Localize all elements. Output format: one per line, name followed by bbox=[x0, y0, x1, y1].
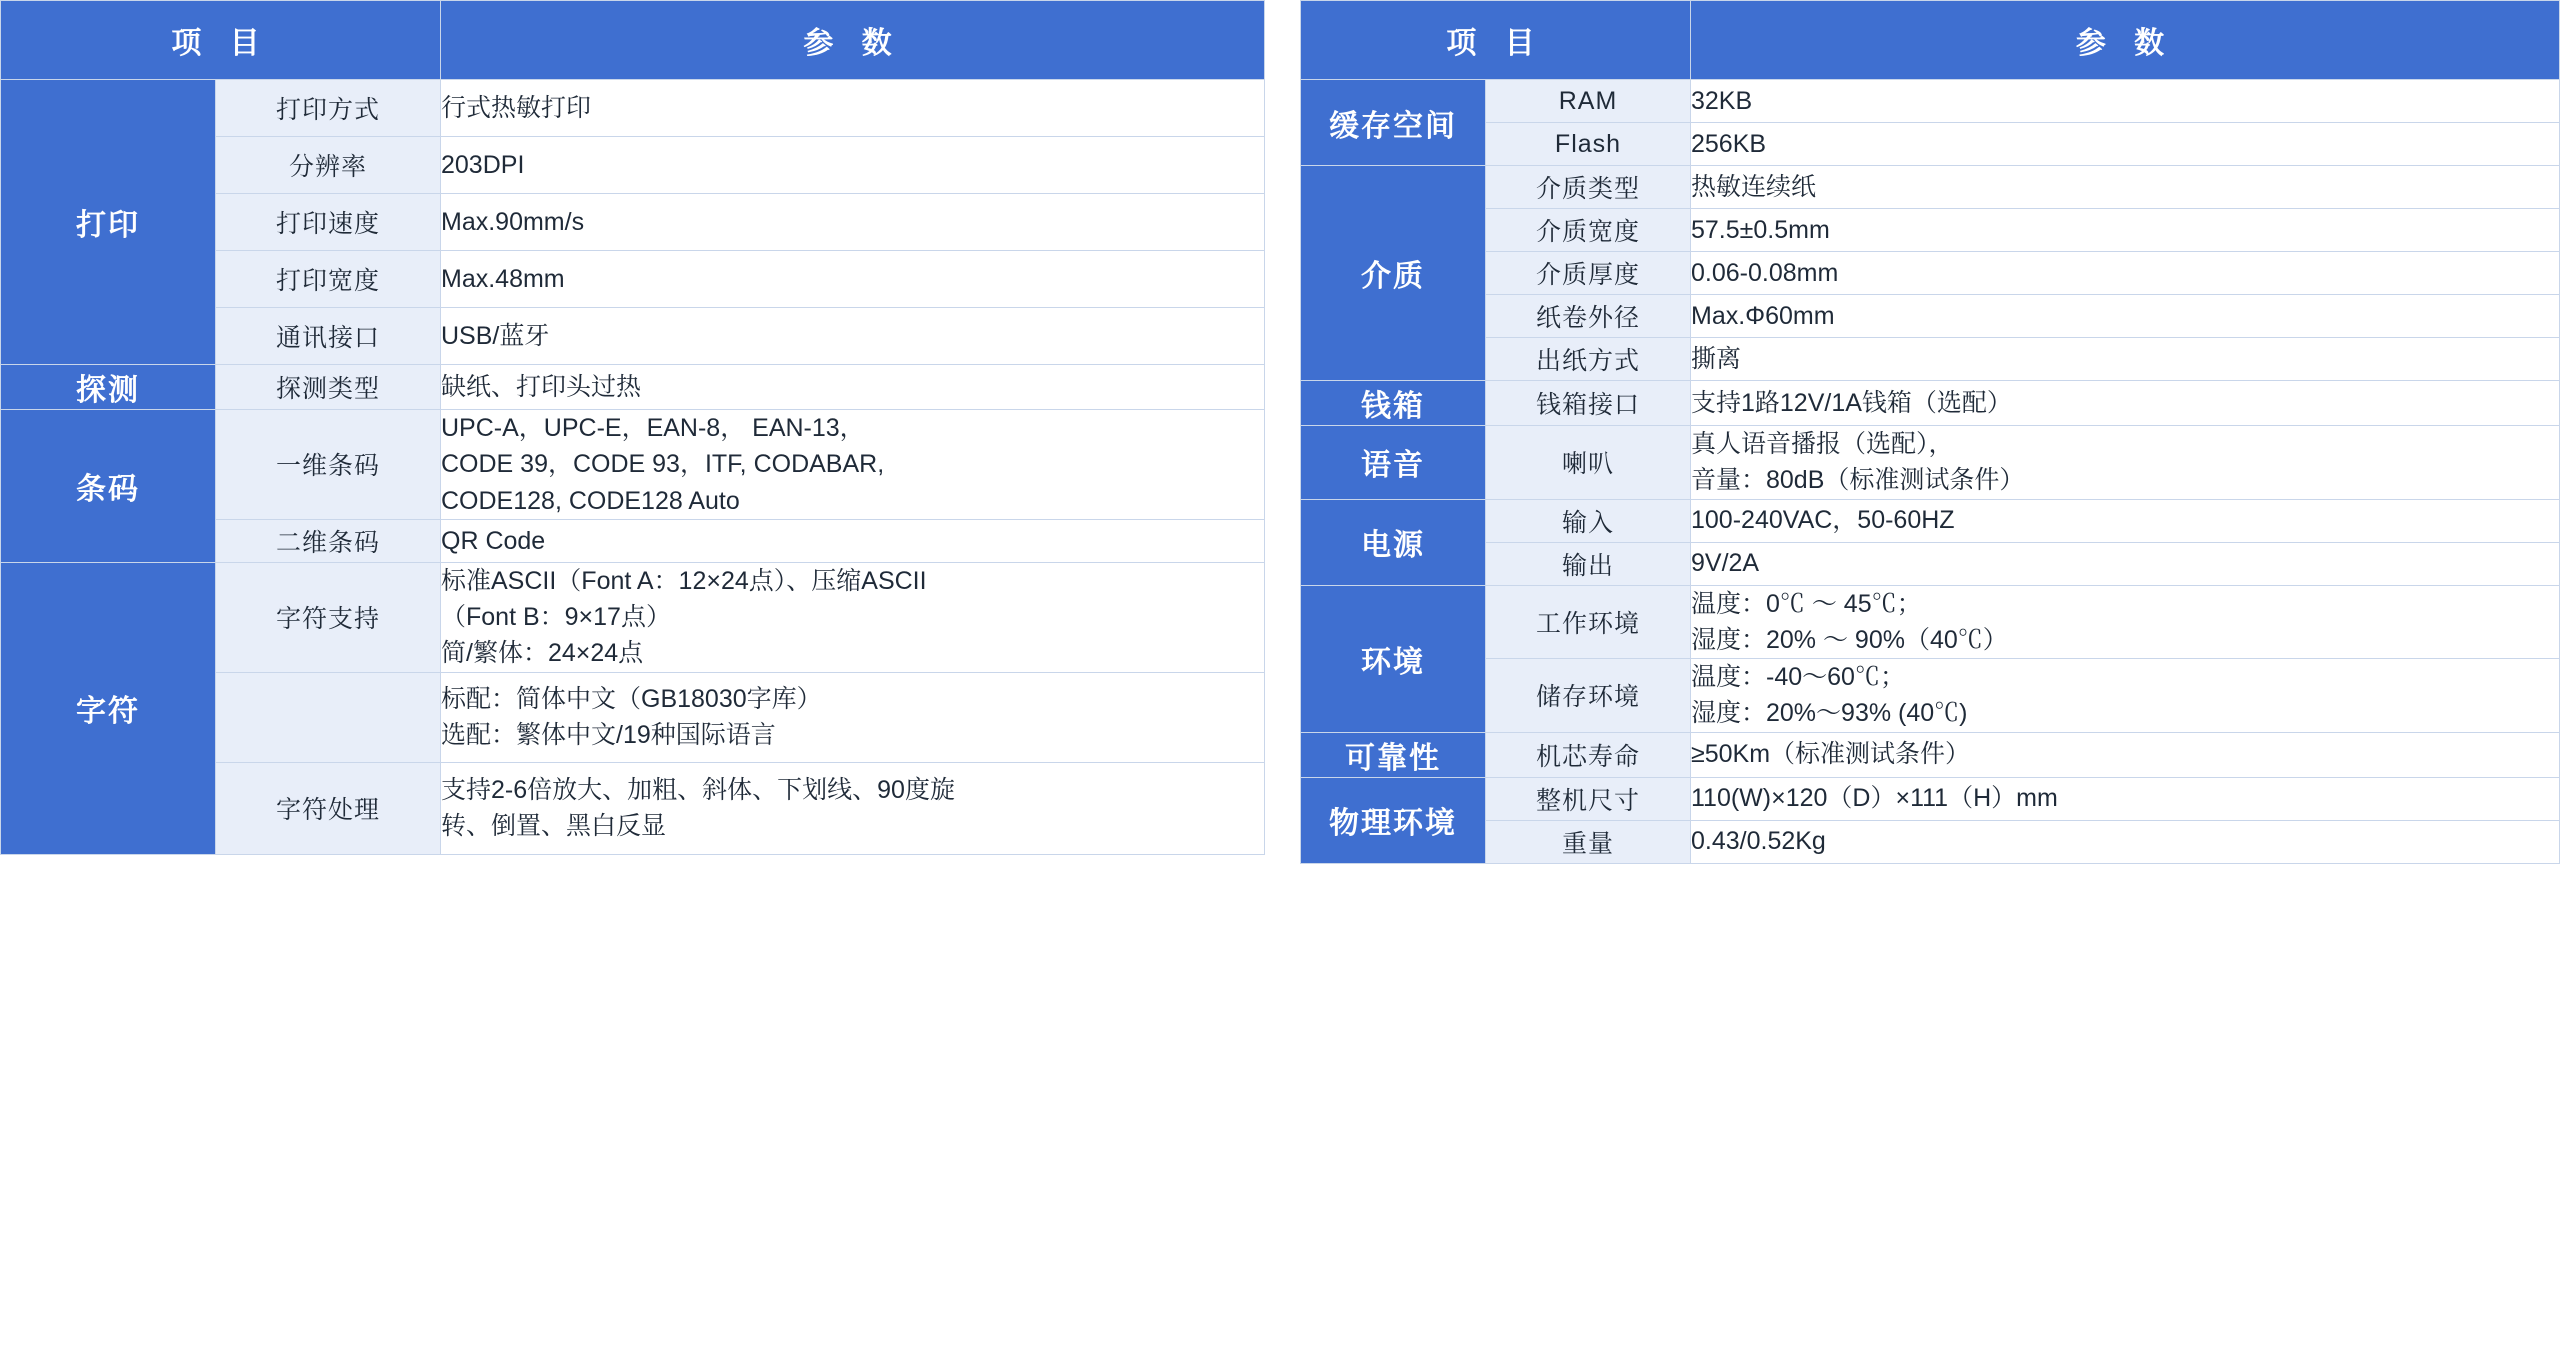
category-cell: 介质 bbox=[1301, 166, 1486, 381]
table-row bbox=[1301, 123, 2560, 166]
subitem-cell: 打印方式 bbox=[216, 80, 441, 137]
value-line: 9V/2A bbox=[1691, 549, 1760, 578]
value-line: 256KB bbox=[1691, 129, 1767, 158]
value-cell bbox=[1691, 777, 2560, 820]
subitem-cell: 储存环境 bbox=[1486, 659, 1691, 733]
value-cell bbox=[1691, 80, 2560, 123]
left-spec-table bbox=[0, 0, 1265, 855]
subitem-cell: 介质厚度 bbox=[1486, 252, 1691, 295]
value-cell bbox=[1691, 166, 2560, 209]
subitem-cell: 字符支持 bbox=[216, 562, 441, 672]
table-row bbox=[1301, 80, 2560, 123]
subitem-cell: 介质宽度 bbox=[1486, 209, 1691, 252]
table-row bbox=[1301, 732, 2560, 777]
subitem-cell: 二维条码 bbox=[216, 519, 441, 562]
value-line: 0.43/0.52Kg bbox=[1691, 827, 1826, 856]
right-header-param: 参 数 bbox=[1691, 1, 2560, 80]
value-cell bbox=[1691, 732, 2560, 777]
value-cell bbox=[441, 365, 1265, 410]
right-spec-table bbox=[1300, 0, 2560, 864]
table-row bbox=[1301, 777, 2560, 820]
right-spec-panel bbox=[1300, 0, 2560, 864]
table-row bbox=[1301, 209, 2560, 252]
right-header-item: 项 目 bbox=[1301, 1, 1691, 80]
subitem-cell: 字符处理 bbox=[216, 762, 441, 854]
value-cell bbox=[1691, 499, 2560, 542]
table-row bbox=[1, 365, 1265, 410]
subitem-cell: 工作环境 bbox=[1486, 585, 1691, 659]
value-line: 热敏连续纸 bbox=[1691, 172, 1817, 201]
subitem-cell: 输入 bbox=[1486, 499, 1691, 542]
value-cell bbox=[441, 562, 1265, 672]
subitem-cell: 打印速度 bbox=[216, 194, 441, 251]
value-cell bbox=[1691, 252, 2560, 295]
table-row bbox=[1301, 820, 2560, 863]
value-line: Max.90mm/s bbox=[441, 207, 585, 236]
value-cell bbox=[441, 519, 1265, 562]
value-line: 57.5±0.5mm bbox=[1691, 215, 1830, 244]
subitem-cell: 纸卷外径 bbox=[1486, 295, 1691, 338]
category-cell: 语音 bbox=[1301, 426, 1486, 500]
table-row bbox=[1, 562, 1265, 672]
value-line: ≥50Km（标准测试条件） bbox=[1691, 740, 1971, 769]
value-line: CODE128, CODE128 Auto bbox=[441, 486, 740, 515]
value-cell bbox=[1691, 820, 2560, 863]
value-line: 32KB bbox=[1691, 86, 1753, 115]
value-line: CODE 39，CODE 93，ITF, CODABAR, bbox=[441, 450, 885, 479]
table-row bbox=[1, 410, 1265, 520]
subitem-cell: 探测类型 bbox=[216, 365, 441, 410]
subitem-cell: 通讯接口 bbox=[216, 308, 441, 365]
value-cell bbox=[441, 194, 1265, 251]
value-cell bbox=[441, 137, 1265, 194]
value-cell bbox=[441, 251, 1265, 308]
value-line: USB/蓝牙 bbox=[441, 321, 550, 350]
category-cell: 打印 bbox=[1, 80, 216, 365]
subitem-cell: 整机尺寸 bbox=[1486, 777, 1691, 820]
category-cell: 可靠性 bbox=[1301, 732, 1486, 777]
value-cell bbox=[1691, 123, 2560, 166]
value-line: 温度：-40～60℃； bbox=[1691, 663, 1905, 691]
table-row bbox=[1301, 252, 2560, 295]
value-line: 行式热敏打印 bbox=[441, 93, 592, 122]
table-row bbox=[1301, 295, 2560, 338]
subitem-cell: 分辨率 bbox=[216, 137, 441, 194]
value-line: 湿度：20%～93% (40℃) bbox=[1691, 699, 1968, 728]
table-row bbox=[1301, 166, 2560, 209]
category-cell: 探测 bbox=[1, 365, 216, 410]
table-row bbox=[1301, 542, 2560, 585]
subitem-cell: 打印宽度 bbox=[216, 251, 441, 308]
value-cell bbox=[441, 308, 1265, 365]
category-cell: 钱箱 bbox=[1301, 381, 1486, 426]
value-line: Max.Φ60mm bbox=[1691, 301, 1835, 330]
value-cell bbox=[1691, 585, 2560, 659]
subitem-cell: 钱箱接口 bbox=[1486, 381, 1691, 426]
category-cell: 字符 bbox=[1, 562, 216, 854]
value-line: 撕离 bbox=[1691, 344, 1742, 373]
value-line: 选配：繁体中文/19种国际语言 bbox=[441, 721, 776, 749]
value-line: 标准ASCII（Font A：12×24点）、压缩ASCII bbox=[441, 566, 927, 595]
table-row bbox=[1301, 426, 2560, 500]
subitem-cell: 重量 bbox=[1486, 820, 1691, 863]
value-cell bbox=[1691, 542, 2560, 585]
right-table-header-row bbox=[1301, 1, 2560, 80]
value-line: 音量：80dB（标准测试条件） bbox=[1691, 466, 2025, 495]
value-line: （Font B：9×17点） bbox=[441, 603, 671, 631]
value-cell bbox=[1691, 338, 2560, 381]
left-spec-panel bbox=[0, 0, 1265, 855]
subitem-cell bbox=[216, 672, 441, 762]
category-cell: 条码 bbox=[1, 410, 216, 563]
subitem-cell: RAM bbox=[1486, 80, 1691, 123]
value-cell bbox=[1691, 426, 2560, 500]
subitem-cell: 机芯寿命 bbox=[1486, 732, 1691, 777]
table-row bbox=[1301, 381, 2560, 426]
table-row bbox=[1301, 585, 2560, 659]
left-header-item: 项 目 bbox=[1, 1, 441, 80]
left-table-header-row bbox=[1, 1, 1265, 80]
subitem-cell: 介质类型 bbox=[1486, 166, 1691, 209]
table-row bbox=[1301, 338, 2560, 381]
value-line: 转、倒置、黑白反显 bbox=[441, 812, 667, 840]
value-cell bbox=[1691, 381, 2560, 426]
category-cell: 电源 bbox=[1301, 499, 1486, 585]
value-cell bbox=[441, 762, 1265, 854]
table-row bbox=[1301, 499, 2560, 542]
value-line: 真人语音播报（选配）， bbox=[1691, 430, 1954, 458]
value-line: Max.48mm bbox=[441, 264, 565, 293]
subitem-cell: 喇叭 bbox=[1486, 426, 1691, 500]
value-line: 203DPI bbox=[441, 150, 525, 179]
left-header-param: 参 数 bbox=[441, 1, 1265, 80]
value-line: 温度：0℃ ～ 45℃； bbox=[1691, 589, 1922, 618]
category-cell: 缓存空间 bbox=[1301, 80, 1486, 166]
value-cell bbox=[1691, 209, 2560, 252]
value-line: QR Code bbox=[441, 526, 546, 555]
value-cell bbox=[1691, 659, 2560, 733]
category-cell: 环境 bbox=[1301, 585, 1486, 732]
category-cell: 物理环境 bbox=[1301, 777, 1486, 863]
subitem-cell: 输出 bbox=[1486, 542, 1691, 585]
right-table-body bbox=[1301, 80, 2560, 864]
panel-gap bbox=[1265, 0, 1300, 10]
value-line: 简/繁体：24×24点 bbox=[441, 639, 644, 668]
value-line: UPC-A，UPC-E，EAN-8， EAN-13， bbox=[441, 414, 865, 442]
value-line: 110(W)×120（D）×111（H）mm bbox=[1691, 784, 2058, 813]
table-row bbox=[1301, 659, 2560, 733]
value-line: 湿度：20% ～ 90%（40℃） bbox=[1691, 625, 2008, 654]
subitem-cell: 出纸方式 bbox=[1486, 338, 1691, 381]
value-cell bbox=[441, 410, 1265, 520]
value-line: 0.06-0.08mm bbox=[1691, 258, 1839, 287]
value-cell bbox=[441, 80, 1265, 137]
value-line: 100-240VAC，50-60HZ bbox=[1691, 506, 1955, 535]
value-line: 支持1路12V/1A钱箱（选配） bbox=[1691, 388, 2012, 417]
value-line: 缺纸、打印头过热 bbox=[441, 372, 642, 401]
subitem-cell: Flash bbox=[1486, 123, 1691, 166]
value-cell bbox=[1691, 295, 2560, 338]
subitem-cell: 一维条码 bbox=[216, 410, 441, 520]
table-row bbox=[1, 80, 1265, 137]
value-line: 标配：简体中文（GB18030字库） bbox=[441, 684, 822, 713]
left-table-body bbox=[1, 80, 1265, 855]
value-cell bbox=[441, 672, 1265, 762]
value-line: 支持2-6倍放大、加粗、斜体、下划线、90度旋 bbox=[441, 775, 955, 804]
